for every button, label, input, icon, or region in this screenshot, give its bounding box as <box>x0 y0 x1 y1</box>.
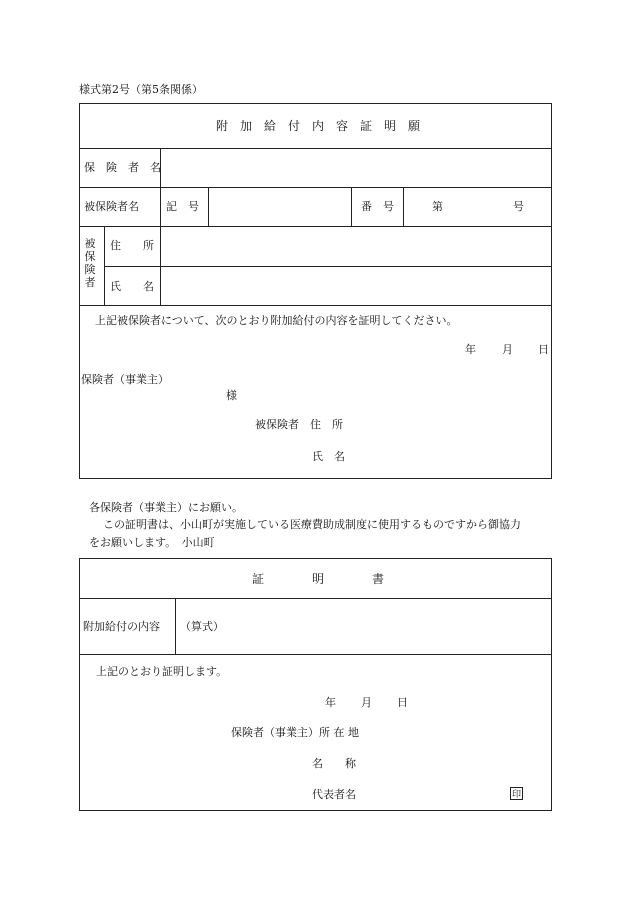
name-field[interactable] <box>162 268 550 304</box>
divider <box>104 266 552 267</box>
request-day: 日 <box>538 343 549 356</box>
benefit-content-label: 附加給付の内容 <box>83 620 160 633</box>
divider <box>104 226 105 305</box>
location-label: 保険者（事業主）所 在 地 <box>231 726 359 739</box>
certificate-month: 月 <box>361 696 372 709</box>
divider <box>351 187 352 226</box>
seal-icon: 印 <box>510 787 523 800</box>
request-title: 附 加 給 付 内 容 証 明 願 <box>216 119 421 133</box>
form-code: 様式第2号（第5条関係） <box>79 83 203 96</box>
divider <box>79 148 552 149</box>
divider <box>175 598 176 654</box>
divider <box>79 305 552 306</box>
representative-label: 代表者名 <box>312 788 356 801</box>
notice-line-1: 各保険者（事業主）にお願い。 <box>89 501 243 514</box>
number-field[interactable] <box>447 189 509 225</box>
divider <box>208 187 209 226</box>
request-month: 月 <box>502 343 513 356</box>
divider <box>79 226 552 227</box>
certificate-day: 日 <box>397 696 408 709</box>
formula-label: （算式） <box>180 620 224 633</box>
insured-name-label: 被保険者名 <box>84 200 139 213</box>
certificate-title: 証 明 書 <box>252 572 385 586</box>
insured-side-label: 被 保 険 者 <box>84 237 96 289</box>
certificate-form <box>79 558 552 811</box>
number-label: 番 号 <box>361 200 394 213</box>
number-go: 号 <box>513 200 524 213</box>
request-year: 年 <box>465 343 476 356</box>
address-field[interactable] <box>162 228 550 265</box>
divider <box>403 187 404 226</box>
divider <box>79 598 552 599</box>
name-label: 氏 名 <box>110 280 154 293</box>
insurer-name-field[interactable] <box>162 150 550 186</box>
certificate-statement: 上記のとおり証明します。 <box>96 665 228 678</box>
address-label: 住 所 <box>110 239 154 252</box>
notice-line-3: をお願いします。 小山町 <box>89 536 215 549</box>
insurer-name-label: 保 険 者 名 <box>84 161 161 174</box>
company-name-label: 名 称 <box>312 757 356 770</box>
request-statement: 上記被保険者について、次のとおり附加給付の内容を証明してください。 <box>95 314 458 327</box>
sama-label: 様 <box>226 389 237 402</box>
symbol-field[interactable] <box>210 189 350 225</box>
divider <box>79 654 552 655</box>
divider <box>79 187 552 188</box>
notice-line-2: この証明書は、小山町が実施している医療費助成制度に使用するものですから御協力 <box>103 518 521 531</box>
applicant-address-label: 被保険者 住 所 <box>255 418 343 431</box>
insurer-employer-label: 保険者（事業主） <box>81 373 169 386</box>
number-dai: 第 <box>432 200 443 213</box>
symbol-label: 記 号 <box>166 200 199 213</box>
benefit-content-field[interactable] <box>177 600 550 653</box>
certificate-year: 年 <box>325 696 336 709</box>
applicant-name-label: 氏 名 <box>312 450 345 463</box>
